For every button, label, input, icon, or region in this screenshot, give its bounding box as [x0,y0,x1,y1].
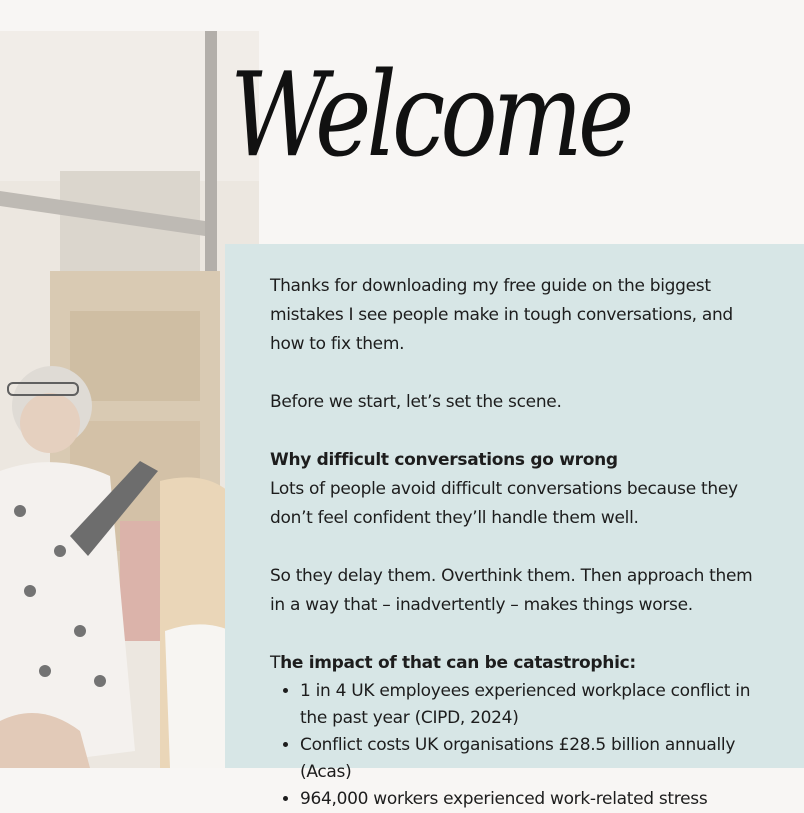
guide-panel [225,244,804,809]
section-heading-why-text: Why difficult conversations go wrong [270,450,618,470]
impact-list [270,678,770,813]
section-heading-why [270,446,770,475]
list-item: • Conflict costs UK organisations £28.5 billion annually (Acas) [300,732,770,786]
list-item: • 964,000 workers experienced work-related stress [300,786,770,813]
section-heading-impact [270,649,770,678]
guide-content [270,272,770,813]
impact-heading-lead: T [270,653,281,673]
hero-photo [0,31,259,768]
impact-heading-rest: he impact of that can be catastrophic: [280,653,636,673]
why-paragraph-1: Lots of people avoid difficult conversations because they don’t feel confident they’ll handle them well. [270,479,738,528]
list-item: • 1 in 4 UK employees experienced workplace conflict in the past year (CIPD, 2024) [300,678,770,732]
intro-paragraph: Thanks for downloading my free guide on the biggest mistakes I see people make in tough conversations, and how to fix them. [270,276,733,354]
welcome-heading: Welcome [230,48,630,183]
scene-paragraph: Before we start, let’s set the scene. [270,392,562,412]
why-paragraph-2: So they delay them. Overthink them. Then approach them in a way that – inadvertently – makes things worse. [270,566,753,615]
photo-illustration [0,31,259,768]
